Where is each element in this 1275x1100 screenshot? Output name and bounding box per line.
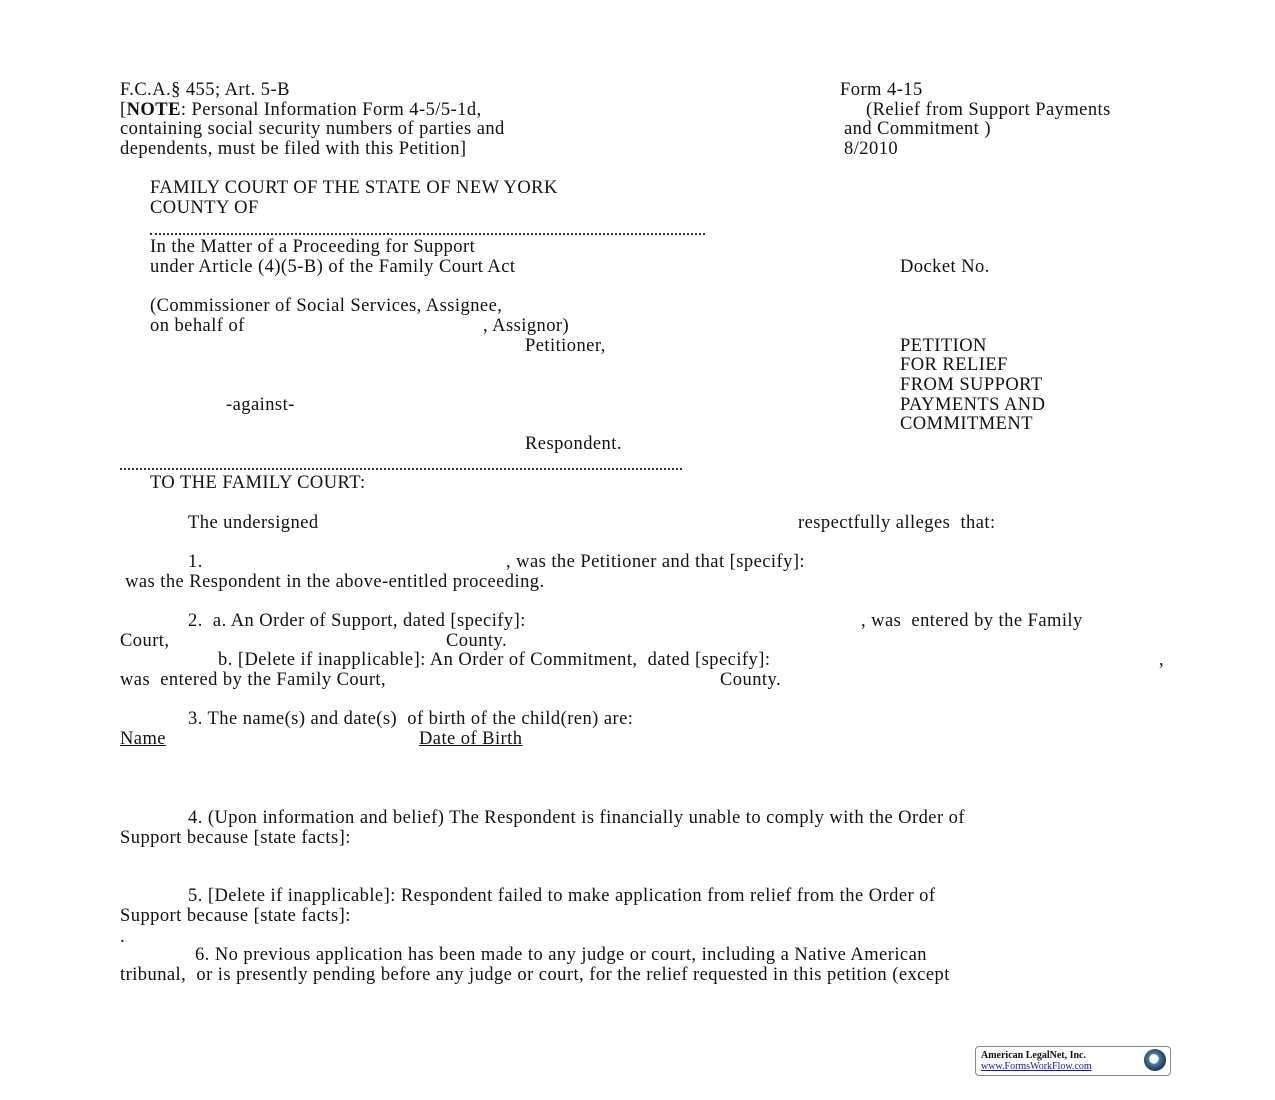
column-header-dob: Date of Birth	[419, 729, 523, 749]
note-text: : Personal Information Form 4-5/5-1d,	[180, 100, 482, 120]
para-2b-text: b. [Delete if inapplicable]: An Order of Commitment, dated [specify]:	[218, 650, 771, 670]
globe-icon	[1144, 1049, 1166, 1071]
para-2b-comma: ,	[1159, 650, 1165, 670]
court-name: FAMILY COURT OF THE STATE OF NEW YORK	[150, 178, 558, 198]
on-behalf-label: on behalf of	[150, 316, 245, 336]
petition-title-4: PAYMENTS AND	[900, 395, 1046, 415]
undersigned-label: The undersigned	[188, 513, 319, 533]
para-6-text: 6. No previous application has been made to any judge or court, including a Native American	[195, 945, 927, 965]
note-line-3: dependents, must be filed with this Petition]	[120, 139, 467, 159]
petition-title-2: FOR RELIEF	[900, 355, 1008, 375]
commissioner-line: (Commissioner of Social Services, Assignee,	[150, 296, 503, 316]
para-1-number: 1.	[188, 552, 203, 572]
logo-url-link[interactable]: www.FormsWorkFlow.com	[981, 1061, 1092, 1072]
para-2b-county: County.	[720, 670, 782, 690]
petition-title-3: FROM SUPPORT	[900, 375, 1043, 395]
county-label: COUNTY OF	[150, 198, 259, 218]
para-5-text: 5. [Delete if inapplicable]: Respondent failed to make application from relief from the Order of	[188, 886, 936, 906]
form-date: 8/2010	[844, 139, 899, 159]
note-line-2: containing social security numbers of parties and	[120, 119, 505, 139]
para-1-text-2: was the Respondent in the above-entitled proceeding.	[120, 572, 545, 592]
dotted-divider	[150, 233, 705, 235]
petition-title-1: PETITION	[900, 336, 987, 356]
para-2b-text-2: was entered by the Family Court,	[120, 670, 387, 690]
column-header-name: Name	[120, 729, 166, 749]
para-4-text-2: Support because [state facts]:	[120, 828, 351, 848]
alleges-label: respectfully alleges that:	[798, 513, 996, 533]
dotted-divider	[120, 468, 682, 470]
assignor-label: , Assignor)	[483, 316, 570, 336]
respondent-label: Respondent.	[525, 434, 622, 454]
logo-company: American LegalNet, Inc.	[981, 1050, 1086, 1061]
against-label: -against-	[226, 395, 295, 415]
matter-line-1: In the Matter of a Proceeding for Support	[150, 237, 476, 257]
to-court: TO THE FAMILY COURT:	[150, 473, 366, 493]
para-5-period: .	[120, 927, 126, 947]
para-3-text: 3. The name(s) and date(s) of birth of the child(ren) are:	[188, 709, 634, 729]
statute-reference: F.C.A.§ 455; Art. 5-B	[120, 80, 290, 100]
para-2a-text: 2. a. An Order of Support, dated [specify]:	[188, 611, 526, 631]
para-2a-text-2: , was entered by the Family	[861, 611, 1083, 631]
petitioner-label: Petitioner,	[525, 336, 606, 356]
para-4-text: 4. (Upon information and belief) The Respondent is financially unable to comply with the Order of	[188, 808, 965, 828]
para-5-text-2: Support because [state facts]:	[120, 906, 351, 926]
para-2a-court: Court,	[120, 631, 170, 651]
petition-title-5: COMMITMENT	[900, 414, 1033, 434]
note-label: NOTE	[126, 100, 181, 120]
american-legalnet-logo[interactable]	[975, 1046, 1171, 1076]
matter-line-2: under Article (4)(5-B) of the Family Court Act	[150, 257, 516, 277]
form-number: Form 4-15	[840, 80, 923, 100]
note-bracket: [	[120, 100, 127, 120]
form-subtitle-1: (Relief from Support Payments	[866, 100, 1111, 120]
docket-label: Docket No.	[900, 257, 990, 277]
para-6-text-2: tribunal, or is presently pending before any judge or court, for the relief requested in this petition (except	[120, 965, 950, 985]
para-1-text: , was the Petitioner and that [specify]:	[506, 552, 806, 572]
form-subtitle-2: and Commitment )	[844, 119, 991, 139]
para-2a-county: County.	[446, 631, 508, 651]
